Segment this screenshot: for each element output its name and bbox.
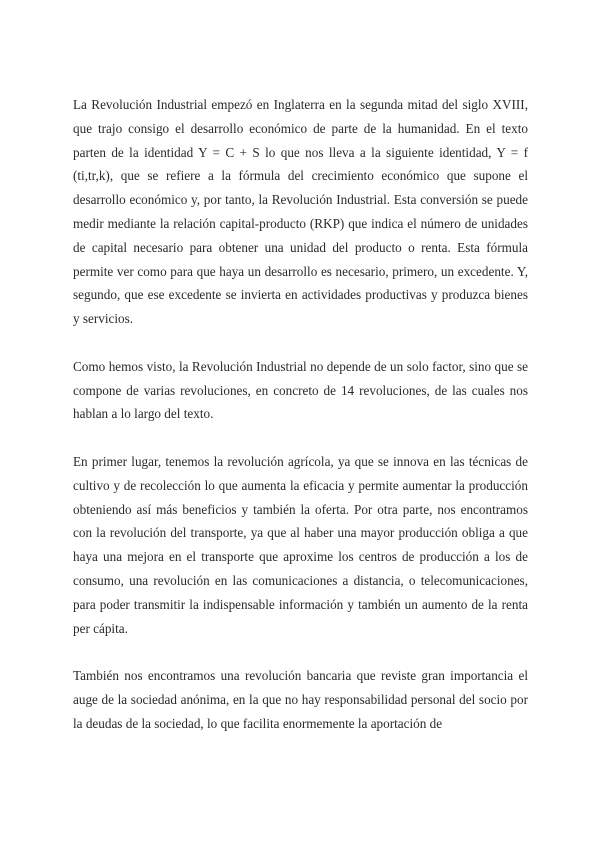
paragraph-industrial-revolution-intro: La Revolución Industrial empezó en Inglaterra en la segunda mitad del siglo XVIII, que trajo consigo el desarrollo económico de parte de la humanidad. En el texto parten de la identidad Y = C + S lo que nos lleva a la siguiente identidad, Y = f (ti,tr,k), que se refiere a la fórmula del crecimiento económico que supone el desarrollo económico y, por tanto, la Revolución Industrial. Esta conversión se puede medir mediante la relación capital-producto (RKP) que indica el número de unidades de capital necesario para obtener una unidad del producto o renta. Esta fórmula permite ver como para que haya un desarrollo es necesario, primero, un excedente. Y, segundo, que ese excedente se invierta en actividades productivas y produzca bienes y servicios. bbox=[73, 97, 528, 327]
document-body bbox=[73, 93, 528, 759]
paragraph-agricultural-transport-revolution: En primer lugar, tenemos la revolución agrícola, ya que se innova en las técnicas de cultivo y de recolección lo que aumenta la eficacia y permite aumentar la producción obteniendo así más beneficios y también la oferta. Por otra parte, nos encontramos con la revolución del transporte, ya que al haber una mayor producción obliga a que haya una mejora en el transporte que aproxime los centros de producción a los de consumo, una revolución en las comunicaciones a distancia, o telecomunicaciones, para poder transmitir la indispensable información y también un aumento de la renta per cápita. bbox=[73, 453, 528, 636]
paragraph-multiple-revolutions: Como hemos visto, la Revolución Industrial no depende de un solo factor, sino que se compone de varias revoluciones, en concreto de 14 revoluciones, de las cuales nos hablan a lo largo del texto. bbox=[73, 358, 528, 422]
paragraph-banking-revolution: También nos encontramos una revolución bancaria que reviste gran importancia el auge de la sociedad anónima, en la que no hay responsabilidad personal del socio por la deudas de la sociedad, lo que facilita enormemente la aportación de bbox=[73, 668, 528, 731]
